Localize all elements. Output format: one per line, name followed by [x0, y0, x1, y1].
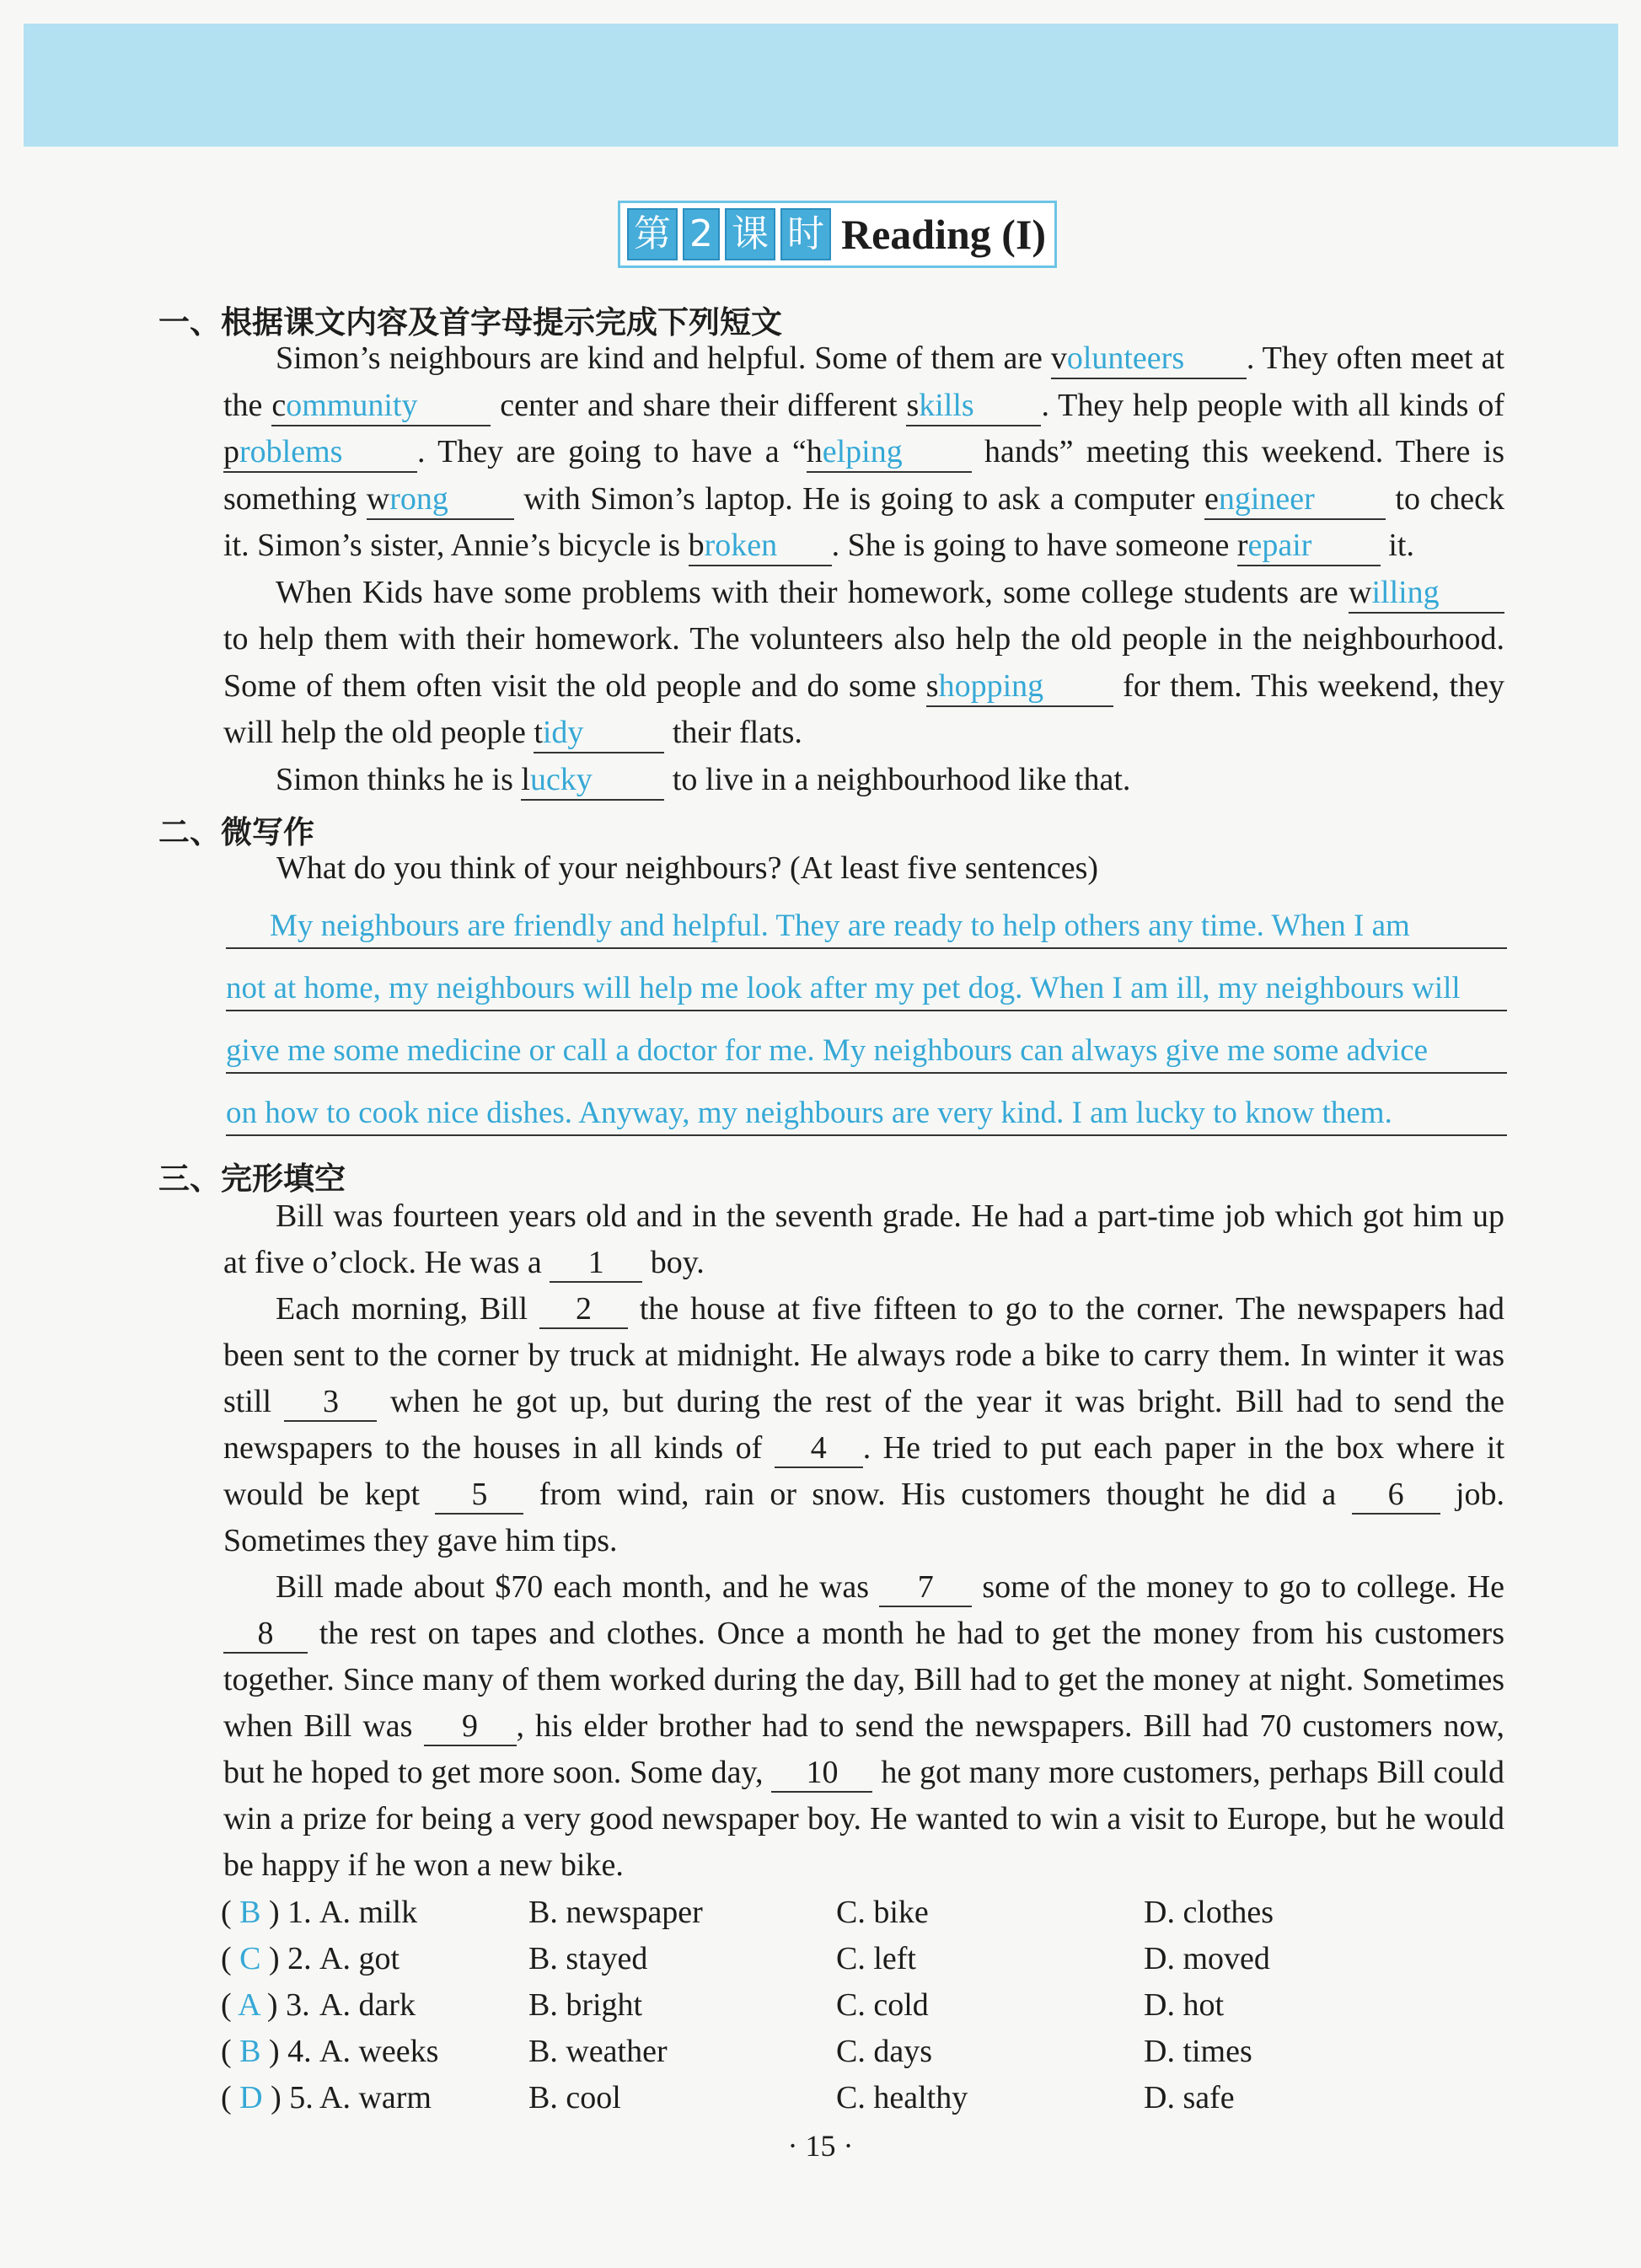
- option: C. healthy: [836, 2079, 968, 2115]
- option: A. weeks: [319, 2033, 439, 2069]
- question-row: ( B ) 1. A. milk B. newspaper C. bike D. clothes: [221, 1889, 1485, 1935]
- title-word: Reading (I): [841, 211, 1047, 258]
- question-number: 1.: [287, 1894, 312, 1930]
- fill-blank: [906, 386, 1041, 426]
- title-box-char: 时: [780, 208, 831, 260]
- option: B. bright: [528, 1987, 643, 2023]
- option: B. weather: [528, 2033, 668, 2069]
- blank-hint-letter: h: [806, 434, 823, 469]
- cloze-paragraph: Bill made about $70 each month, and he was 7 some of the money to go to college. He 8 the rest on tapes and clothes. Once a month he had to get the money from his customers together. Since many of them worked during the day, Bill had to get the money at night. Sometimes when Bill was 9 , his elder brother had to send the newspapers. Bill had 70 customers now, but he hoped to get more soon. Some day, 10 he got many more customers, perhaps Bill could win a prize for being a very good newspaper boy. He wanted to win a visit to Europe, but he would be happy if he won a new bike.: [223, 1569, 1505, 1883]
- question-row: ( A ) 3. A. dark B. bright C. cold D. hot: [221, 1981, 1485, 2028]
- fill-blank: [367, 480, 514, 520]
- fill-blank: [807, 432, 972, 473]
- writing-answer: [226, 887, 1507, 1136]
- cloze-blank: 9: [424, 1708, 517, 1746]
- cloze-paragraph: Each morning, Bill 2 the house at five fifteen to go to the corner. The newspapers had been sent to the corner by truck at midnight. He always rode a bike to carry them. In winter it was still 3 when he got up, but during the rest of the year it was bright. Bill had to send the newspapers to the houses in all kinds of 4 . He tried to put each paper in the box where it would be kept 5 from wind, rain or snow. His customers thought he did a 6 job. Sometimes they gave him tips.: [223, 1291, 1505, 1558]
- option: C. days: [836, 2033, 932, 2069]
- blank-hint-letter: b: [688, 528, 705, 563]
- option: A. dark: [319, 1987, 416, 2023]
- option: D. times: [1144, 2033, 1252, 2069]
- option: D. hot: [1144, 1987, 1224, 2023]
- title-box-char: 课: [725, 208, 775, 260]
- lesson-title: [618, 201, 1057, 268]
- question-number: 2.: [287, 1940, 312, 1976]
- blank-hint-letter: l: [521, 761, 530, 797]
- question-number: 5.: [289, 2079, 314, 2115]
- option: C. cold: [836, 1987, 929, 2023]
- cloze-blank: 3: [284, 1383, 377, 1422]
- writing-line: not at home, my neighbours will help me look after my pet dog. When I am ill, my neighbours will: [226, 949, 1507, 1011]
- blank-answer: hopping: [938, 668, 1044, 704]
- cloze-paragraph: Bill was fourteen years old and in the seventh grade. He had a part-time job which got him up at five o’clock. He was a 1 boy.: [223, 1193, 1504, 1286]
- writing-line: on how to cook nice dishes. Anyway, my neighbours are very kind. I am lucky to know them.: [226, 1074, 1507, 1136]
- option: D. clothes: [1144, 1894, 1274, 1930]
- blank-answer: rong: [389, 480, 448, 517]
- fill-blank: [689, 526, 832, 566]
- blank-answer: elping: [822, 434, 903, 469]
- fill-blank: [1237, 526, 1381, 566]
- title-box-char: 第: [627, 208, 678, 260]
- fill-blank: [223, 432, 417, 473]
- cloze-blank: 7: [879, 1568, 972, 1607]
- blank-hint-letter: e: [1204, 480, 1219, 517]
- cloze-blank: 4: [775, 1429, 863, 1468]
- cloze-blank: 5: [435, 1476, 523, 1515]
- writing-line: My neighbours are friendly and helpful. They are ready to help others any time. When I am: [226, 887, 1507, 949]
- option: A. warm: [319, 2079, 432, 2115]
- section-2-heading: 二、微写作: [158, 814, 314, 850]
- option: D. safe: [1144, 2079, 1235, 2115]
- writing-prompt: What do you think of your neighbours? (At least five sentences): [276, 850, 1099, 886]
- section-1-paragraph: When Kids have some problems with their homework, some college students are willing to help them with their homework. The volunteers also help the old people in the neighbourhood. Some of them often visit the old people and do some shopping for them. This weekend, they will help the old people tidy their flats.: [223, 570, 1504, 757]
- page-number: · 15 ·: [787, 2129, 854, 2163]
- chosen-answer: A: [238, 1987, 260, 2023]
- blank-answer: ngineer: [1218, 480, 1315, 517]
- question-row: ( B ) 4. A. weeks B. weather C. days D. times: [221, 2028, 1485, 2074]
- cloze-options: [221, 1889, 1485, 2121]
- blank-hint-letter: w: [1349, 574, 1372, 610]
- option: A. milk: [319, 1894, 418, 1930]
- fill-blank: [1204, 480, 1386, 520]
- question-number: 3.: [286, 1987, 310, 2023]
- cloze-blank: 10: [771, 1754, 872, 1793]
- section-1-heading: 一、根据课文内容及首字母提示完成下列短文: [158, 304, 782, 340]
- option: C. left: [836, 1940, 916, 1976]
- blank-answer: illing: [1371, 574, 1440, 610]
- option: B. stayed: [528, 1940, 648, 1976]
- section-3-heading: 三、完形填空: [158, 1161, 346, 1197]
- blank-answer: roblems: [239, 434, 343, 469]
- option: B. newspaper: [528, 1894, 703, 1930]
- chosen-answer: B: [239, 2033, 261, 2069]
- fill-blank: [271, 386, 491, 426]
- blank-answer: ucky: [529, 761, 593, 797]
- fill-blank: [1349, 573, 1504, 614]
- question-row: ( C ) 2. A. got B. stayed C. left D. moved: [221, 1935, 1485, 1981]
- cloze-blank: 1: [550, 1244, 642, 1283]
- question-row: ( D ) 5. A. warm B. cool C. healthy D. safe: [221, 2074, 1485, 2121]
- header-band: [24, 24, 1618, 147]
- blank-hint-letter: r: [1236, 528, 1248, 563]
- chosen-answer: B: [239, 1894, 261, 1930]
- question-number: 4.: [287, 2033, 312, 2069]
- blank-hint-letter: v: [1050, 340, 1067, 376]
- cloze-blank: 8: [223, 1615, 308, 1654]
- blank-answer: ommunity: [286, 387, 418, 423]
- blank-hint-letter: t: [534, 715, 543, 750]
- blank-hint-letter: s: [906, 387, 920, 423]
- writing-line: give me some medicine or call a doctor for me. My neighbours can always give me some advice: [226, 1011, 1507, 1074]
- option: D. moved: [1144, 1940, 1270, 1976]
- section-1-text: [223, 335, 1504, 803]
- blank-hint-letter: c: [271, 387, 287, 423]
- chosen-answer: D: [239, 2079, 263, 2115]
- section-1-paragraph: Simon’s neighbours are kind and helpful. Some of them are volunteers . They often meet at the community center and share their different skills . They help people with all kinds of problems . They are going to have a “helping hands” meeting this weekend. There is something wrong with Simon’s laptop. He is going to ask a computer engineer to check it. Simon’s sister, Annie’s bicycle is broken . She is going to have someone repair it.: [223, 335, 1504, 570]
- chosen-answer: C: [239, 1940, 261, 1976]
- option: A. got: [319, 1940, 400, 1976]
- title-box-char: 2: [683, 208, 720, 260]
- blank-answer: kills: [919, 387, 974, 423]
- blank-answer: olunteers: [1066, 340, 1185, 376]
- cloze-passage: [223, 1193, 1504, 1889]
- option: B. cool: [528, 2079, 621, 2115]
- section-1-paragraph: Simon thinks he is lucky to live in a neighbourhood like that.: [223, 757, 1504, 804]
- cloze-blank: 6: [1352, 1476, 1440, 1515]
- cloze-blank: 2: [539, 1290, 628, 1329]
- blank-hint-letter: s: [925, 668, 939, 704]
- fill-blank: [521, 760, 664, 801]
- blank-answer: epair: [1247, 528, 1312, 563]
- blank-hint-letter: w: [366, 480, 390, 517]
- option: C. bike: [836, 1894, 929, 1930]
- blank-answer: roken: [704, 528, 778, 563]
- fill-blank: [1051, 339, 1247, 379]
- fill-blank: [926, 667, 1113, 707]
- blank-answer: idy: [542, 715, 584, 750]
- fill-blank: [534, 713, 664, 753]
- blank-hint-letter: p: [223, 434, 239, 469]
